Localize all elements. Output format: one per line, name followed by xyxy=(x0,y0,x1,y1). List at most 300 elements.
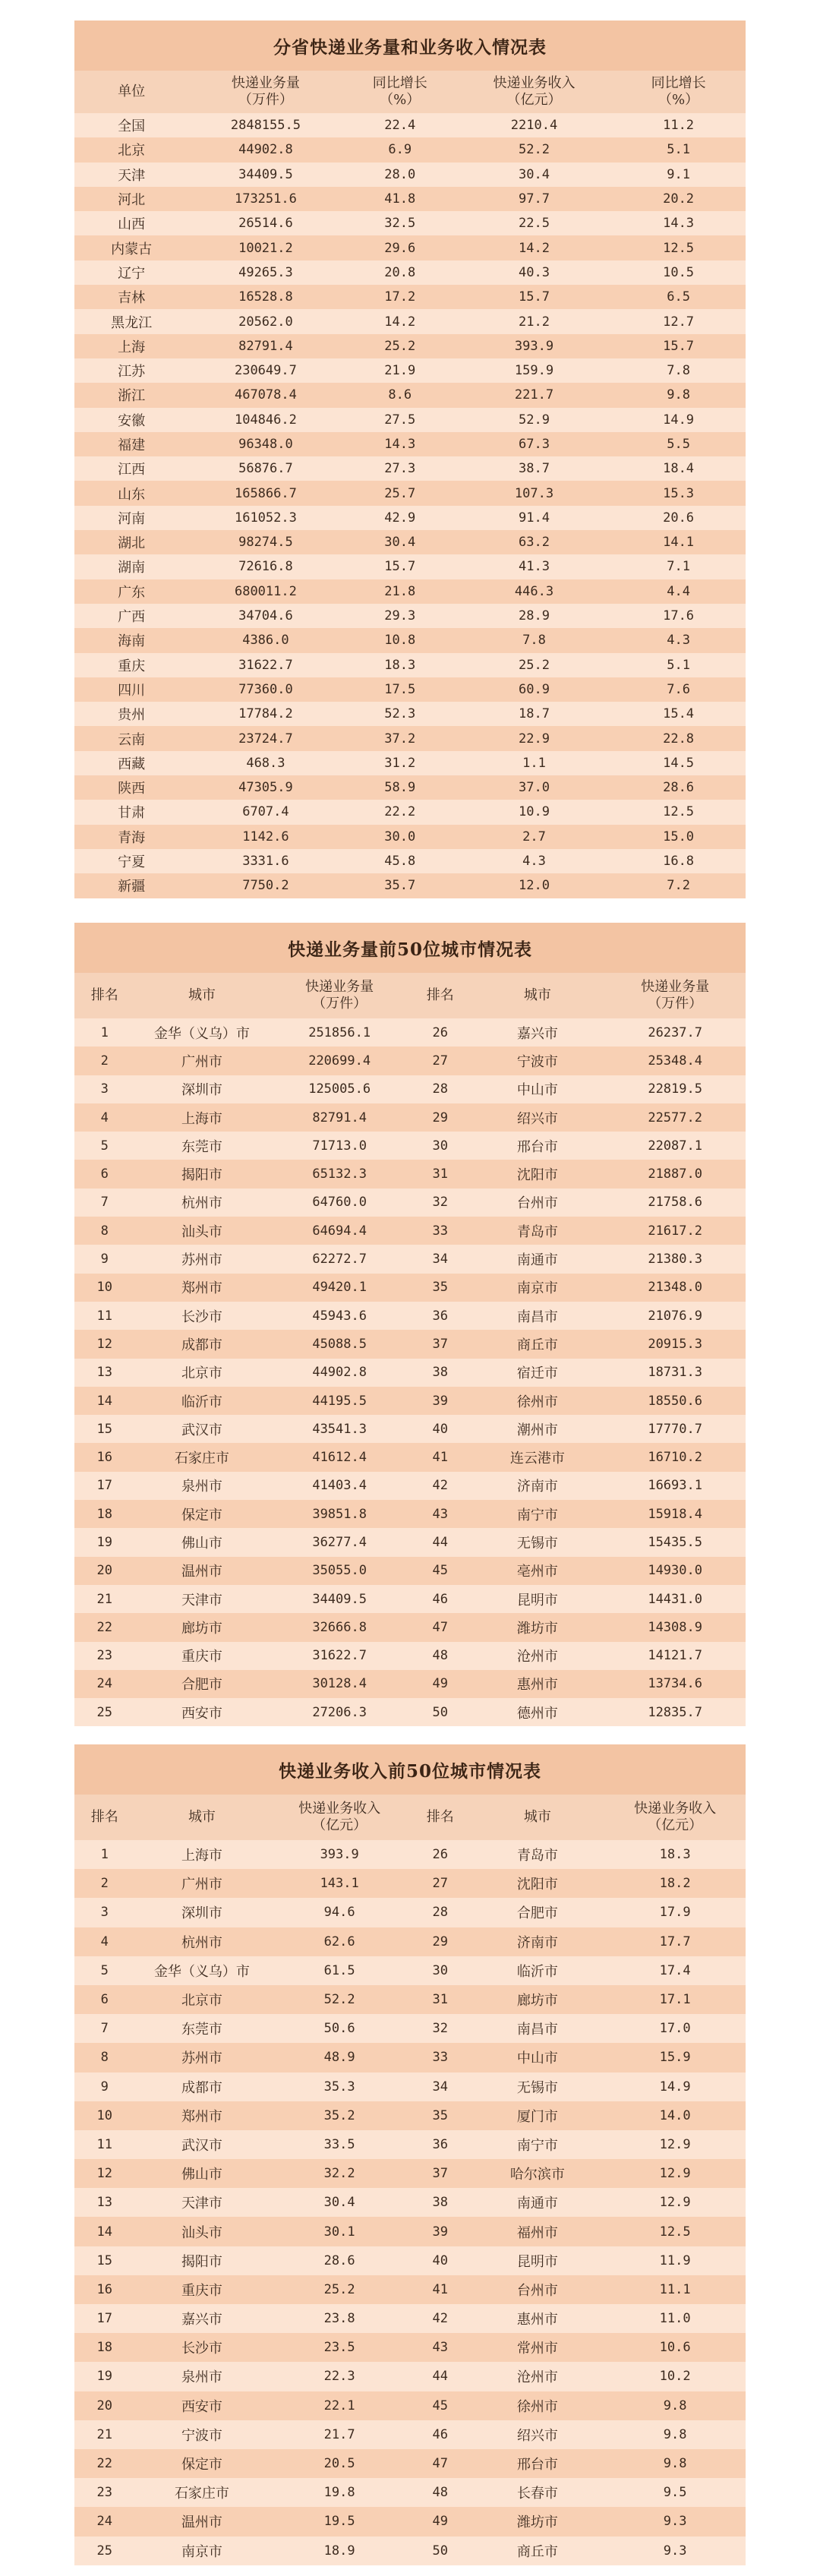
table-cell: 30128.4 xyxy=(312,1676,367,1692)
table-cell: 17.7 xyxy=(659,1934,691,1949)
table-cell: 6707.4 xyxy=(242,804,289,820)
table-cell: 30 xyxy=(432,1138,448,1154)
table-row xyxy=(74,1302,746,1330)
table-cell: 江苏 xyxy=(118,364,146,380)
table-cell: 7.8 xyxy=(667,363,690,379)
table-cell: 保定市 xyxy=(181,2457,222,2473)
table-cell: 47305.9 xyxy=(238,780,293,796)
column-header-line: 城市 xyxy=(523,987,551,1003)
table-row xyxy=(74,2246,746,2275)
table-cell: 8 xyxy=(100,2050,109,2066)
table-cell: 14930.0 xyxy=(648,1563,702,1579)
table-cell: 18.3 xyxy=(659,1847,691,1863)
table-cell: 4386.0 xyxy=(242,633,289,649)
table-cell: 15 xyxy=(96,1421,113,1437)
table-cell: 23 xyxy=(96,2485,113,2501)
table-row xyxy=(74,383,746,407)
table-cell: 2848155.5 xyxy=(230,118,301,134)
table-row xyxy=(74,1985,746,2014)
table-cell: 7.1 xyxy=(667,559,690,575)
table-cell: 惠州市 xyxy=(516,1677,558,1694)
table-cell: 杭州市 xyxy=(181,1195,222,1212)
table-row xyxy=(74,653,746,677)
table-row xyxy=(74,1443,746,1471)
table-row xyxy=(74,1359,746,1387)
table-row xyxy=(74,1585,746,1613)
column-header-line: （万件） xyxy=(238,92,293,108)
table-cell: 14.2 xyxy=(519,240,550,256)
province-table-title: 分省快递业务量和业务收入情况表 xyxy=(74,21,746,71)
table-cell: 28.9 xyxy=(519,608,550,624)
table-cell: 35.7 xyxy=(384,878,416,894)
table-cell: 31622.7 xyxy=(238,657,293,673)
column-header xyxy=(269,1795,410,1840)
table-cell: 南宁市 xyxy=(516,2137,558,2154)
table-cell: 绍兴市 xyxy=(516,2427,558,2444)
table-cell: 31.2 xyxy=(384,755,416,771)
table-cell: 新疆 xyxy=(118,879,146,895)
table-cell: 常州市 xyxy=(516,2341,558,2357)
table-cell: 50 xyxy=(432,1704,448,1720)
table-row xyxy=(74,1869,746,1898)
table-cell: 165866.7 xyxy=(234,485,297,501)
table-row xyxy=(74,506,746,530)
table-cell: 221.7 xyxy=(514,387,554,403)
table-cell: 天津 xyxy=(118,167,146,184)
table-cell: 14 xyxy=(96,1393,113,1409)
table-row xyxy=(74,432,746,456)
table-cell: 18.3 xyxy=(384,657,416,673)
table-cell: 徐州市 xyxy=(516,1394,558,1410)
table-cell: 3331.6 xyxy=(242,854,289,870)
province-table xyxy=(74,71,746,898)
table-row xyxy=(74,2420,746,2449)
table-cell: 南京市 xyxy=(181,2543,222,2560)
city-revenue-table-title: 快递业务收入前50位城市情况表 xyxy=(74,1744,746,1795)
table-cell: 35.2 xyxy=(323,2107,355,2123)
table-cell: 60.9 xyxy=(519,681,550,697)
table-cell: 9.3 xyxy=(663,2514,687,2530)
table-cell: 12 xyxy=(96,2166,113,2182)
table-cell: 28 xyxy=(432,1905,448,1921)
table-cell: 12.5 xyxy=(663,240,695,256)
table-cell: 43541.3 xyxy=(312,1421,367,1437)
table-cell: 浙江 xyxy=(118,388,146,405)
table-cell: 四川 xyxy=(118,682,146,699)
column-header-line: 排名 xyxy=(90,987,118,1003)
table-cell: 云南 xyxy=(118,731,146,748)
table-cell: 16.8 xyxy=(663,854,695,870)
table-row xyxy=(74,456,746,481)
table-cell: 青岛市 xyxy=(516,1223,558,1240)
table-cell: 36 xyxy=(432,1308,448,1324)
table-cell: 10.5 xyxy=(663,264,695,280)
table-cell: 武汉市 xyxy=(181,1422,222,1438)
table-cell: 武汉市 xyxy=(181,2137,222,2154)
table-cell: 28.6 xyxy=(663,780,695,796)
table-cell: 41612.4 xyxy=(312,1450,367,1466)
table-cell: 温州市 xyxy=(181,1564,222,1580)
table-cell: 27 xyxy=(432,1876,448,1892)
column-header-line: （%） xyxy=(380,92,421,108)
table-cell: 金华（义乌）市 xyxy=(153,1963,250,1980)
table-cell: 25.2 xyxy=(519,657,550,673)
table-cell: 22 xyxy=(96,1619,113,1635)
table-cell: 9.8 xyxy=(667,387,690,403)
table-cell: 104846.2 xyxy=(234,412,297,428)
table-cell: 5.1 xyxy=(667,142,690,158)
table-cell: 哈尔滨市 xyxy=(509,2167,565,2183)
table-row xyxy=(74,2159,746,2188)
table-cell: 468.3 xyxy=(246,755,285,771)
table-cell: 重庆市 xyxy=(181,1649,222,1665)
table-cell: 30.4 xyxy=(384,535,416,551)
table-cell: 13734.6 xyxy=(648,1676,702,1692)
table-cell: 北京 xyxy=(118,143,146,159)
table-cell: 嘉兴市 xyxy=(181,2312,222,2328)
table-row xyxy=(74,1160,746,1188)
table-cell: 22.4 xyxy=(384,118,416,134)
table-cell: 8 xyxy=(100,1223,109,1239)
table-cell: 11.1 xyxy=(659,2281,691,2297)
table-cell: 251856.1 xyxy=(308,1024,371,1040)
table-row xyxy=(74,2507,746,2536)
table-row xyxy=(74,1613,746,1641)
table-cell: 34 xyxy=(432,2079,448,2095)
table-row xyxy=(74,235,746,260)
table-row xyxy=(74,2130,746,2159)
table-cell: 58.9 xyxy=(384,780,416,796)
table-cell: 中山市 xyxy=(516,1082,558,1099)
table-cell: 45 xyxy=(432,1563,448,1579)
table-cell: 44 xyxy=(432,2369,448,2385)
table-row xyxy=(74,137,746,162)
table-cell: 44902.8 xyxy=(238,142,293,158)
column-header-line: 快递业务量 xyxy=(305,979,374,995)
table-row xyxy=(74,579,746,604)
table-cell: 143.1 xyxy=(320,1876,359,1892)
table-cell: 71713.0 xyxy=(312,1138,367,1154)
column-header-line: （%） xyxy=(658,92,699,108)
table-cell: 32.2 xyxy=(323,2166,355,2182)
table-cell: 12.5 xyxy=(659,2224,691,2240)
table-cell: 44195.5 xyxy=(312,1393,367,1409)
table-cell: 65132.3 xyxy=(312,1166,367,1182)
table-row xyxy=(74,726,746,750)
table-cell: 4.3 xyxy=(522,854,546,870)
table-cell: 29 xyxy=(432,1934,448,1949)
table-cell: 20.5 xyxy=(323,2456,355,2472)
table-cell: 18 xyxy=(96,1506,113,1522)
table-cell: 14.5 xyxy=(663,755,695,771)
table-row xyxy=(74,260,746,285)
column-header-line: 排名 xyxy=(426,987,454,1003)
table-cell: 河南 xyxy=(118,510,146,527)
table-row xyxy=(74,2101,746,2130)
table-cell: 82791.4 xyxy=(238,338,293,354)
table-cell: 河北 xyxy=(118,192,146,209)
table-cell: 吉林 xyxy=(118,290,146,307)
column-header xyxy=(410,973,471,1018)
table-row xyxy=(74,187,746,211)
table-cell: 连云港市 xyxy=(509,1451,565,1467)
table-cell: 50 xyxy=(432,2543,448,2559)
table-cell: 37 xyxy=(432,2166,448,2182)
table-cell: 南通市 xyxy=(516,2196,558,2212)
table-cell: 17.6 xyxy=(663,608,695,624)
table-cell: 安徽 xyxy=(118,412,146,429)
table-cell: 南京市 xyxy=(516,1280,558,1297)
table-cell: 1142.6 xyxy=(242,829,289,844)
table-cell: 33 xyxy=(432,2050,448,2066)
table-cell: 40 xyxy=(432,1421,448,1437)
table-cell: 14.3 xyxy=(384,437,416,452)
table-cell: 15 xyxy=(96,2252,113,2268)
table-cell: 36277.4 xyxy=(312,1534,367,1550)
table-cell: 2 xyxy=(100,1876,109,1892)
table-cell: 甘肃 xyxy=(118,805,146,822)
table-cell: 29.6 xyxy=(384,240,416,256)
column-header xyxy=(604,1795,746,1840)
table-cell: 14.0 xyxy=(659,2107,691,2123)
table-cell: 厦门市 xyxy=(516,2108,558,2125)
table-row xyxy=(74,2333,746,2362)
table-row xyxy=(74,1956,746,1985)
table-cell: 14.3 xyxy=(663,216,695,232)
table-cell: 26 xyxy=(432,1847,448,1863)
table-cell: 5 xyxy=(100,1962,109,1978)
table-cell: 25.7 xyxy=(384,485,416,501)
column-header-line: 城市 xyxy=(188,987,216,1003)
table-cell: 嘉兴市 xyxy=(516,1025,558,1042)
table-cell: 2.7 xyxy=(522,829,546,844)
table-cell: 30.4 xyxy=(323,2195,355,2211)
table-cell: 28.0 xyxy=(384,166,416,182)
table-cell: 18.4 xyxy=(663,461,695,477)
table-cell: 16 xyxy=(96,2281,113,2297)
table-cell: 沈阳市 xyxy=(516,1167,558,1184)
table-cell: 30.0 xyxy=(384,829,416,844)
column-header xyxy=(611,71,746,113)
table-cell: 45943.6 xyxy=(312,1308,367,1324)
table-cell: 25.2 xyxy=(384,338,416,354)
table-cell: 40 xyxy=(432,2252,448,2268)
table-cell: 福建 xyxy=(118,437,146,453)
table-cell: 15.7 xyxy=(384,559,416,575)
table-cell: 石家庄市 xyxy=(174,1451,229,1467)
column-header-line: 快递业务量 xyxy=(641,979,710,995)
table-cell: 12 xyxy=(96,1336,113,1352)
table-cell: 72616.8 xyxy=(238,559,293,575)
table-row xyxy=(74,1103,746,1132)
table-cell: 29.3 xyxy=(384,608,416,624)
table-row xyxy=(74,1245,746,1273)
table-cell: 沈阳市 xyxy=(516,1877,558,1893)
table-cell: 东莞市 xyxy=(181,2022,222,2038)
table-cell: 34704.6 xyxy=(238,608,293,624)
table-cell: 邢台市 xyxy=(516,2457,558,2473)
table-cell: 18.7 xyxy=(519,706,550,722)
table-cell: 7750.2 xyxy=(242,878,289,894)
table-cell: 22.8 xyxy=(663,731,695,747)
table-cell: 15.0 xyxy=(663,829,695,844)
table-row xyxy=(74,2217,746,2246)
table-cell: 64760.0 xyxy=(312,1195,367,1211)
table-row xyxy=(74,530,746,554)
table-cell: 无锡市 xyxy=(516,1535,558,1552)
table-cell: 23724.7 xyxy=(238,731,293,747)
table-cell: 11.9 xyxy=(659,2252,691,2268)
table-row xyxy=(74,1898,746,1927)
table-cell: 9.8 xyxy=(663,2426,687,2442)
column-header-line: 单位 xyxy=(118,84,146,99)
table-cell: 5.1 xyxy=(667,657,690,673)
table-row xyxy=(74,825,746,849)
table-cell: 西安市 xyxy=(181,2398,222,2415)
table-cell: 18550.6 xyxy=(648,1393,702,1409)
table-cell: 沧州市 xyxy=(516,2369,558,2386)
table-cell: 广东 xyxy=(118,584,146,601)
table-cell: 22.3 xyxy=(323,2369,355,2385)
table-cell: 15.4 xyxy=(663,706,695,722)
table-cell: 北京市 xyxy=(181,1993,222,2009)
table-cell: 41.8 xyxy=(384,191,416,207)
column-header xyxy=(471,973,605,1018)
table-cell: 青岛市 xyxy=(516,1848,558,1864)
table-cell: 21 xyxy=(96,2426,113,2442)
table-cell: 台州市 xyxy=(516,1195,558,1212)
column-header xyxy=(74,71,188,113)
table-cell: 22577.2 xyxy=(648,1110,702,1125)
table-cell: 36 xyxy=(432,2136,448,2152)
table-cell: 47 xyxy=(432,2456,448,2472)
table-cell: 21 xyxy=(96,1591,113,1607)
table-cell: 62.6 xyxy=(323,1934,355,1949)
table-row xyxy=(74,677,746,702)
column-header xyxy=(135,973,270,1018)
table-cell: 9.8 xyxy=(663,2398,687,2413)
table-cell: 9 xyxy=(100,1252,109,1267)
table-cell: 16528.8 xyxy=(238,289,293,305)
table-cell: 江西 xyxy=(118,462,146,478)
table-cell: 10 xyxy=(96,1280,113,1296)
table-cell: 12.0 xyxy=(519,878,550,894)
table-cell: 12.7 xyxy=(663,314,695,330)
table-cell: 159.9 xyxy=(514,363,554,379)
table-cell: 20 xyxy=(96,1563,113,1579)
table-cell: 台州市 xyxy=(516,2282,558,2299)
table-cell: 18.9 xyxy=(323,2543,355,2559)
table-cell: 济南市 xyxy=(516,1934,558,1951)
table-cell: 保定市 xyxy=(181,1507,222,1523)
table-cell: 48 xyxy=(432,2485,448,2501)
table-cell: 绍兴市 xyxy=(516,1110,558,1127)
table-cell: 4 xyxy=(100,1110,109,1125)
city-revenue-table-card xyxy=(74,1744,746,2566)
table-cell: 商丘市 xyxy=(516,1337,558,1353)
column-header-line: 城市 xyxy=(188,1809,216,1825)
table-cell: 成都市 xyxy=(181,1337,222,1353)
table-cell: 22 xyxy=(96,2456,113,2472)
table-cell: 湖北 xyxy=(118,535,146,552)
table-row xyxy=(74,1046,746,1075)
column-header-line: 快递业务量 xyxy=(231,75,300,91)
table-cell: 西安市 xyxy=(181,1705,222,1722)
table-cell: 揭阳市 xyxy=(181,1167,222,1184)
table-cell: 潮州市 xyxy=(516,1422,558,1438)
table-cell: 125005.6 xyxy=(308,1081,371,1097)
table-cell: 宁夏 xyxy=(118,854,146,871)
table-cell: 21348.0 xyxy=(648,1280,702,1296)
table-row xyxy=(74,1132,746,1160)
table-cell: 上海市 xyxy=(181,1848,222,1864)
table-cell: 13 xyxy=(96,2195,113,2211)
column-header-line: 同比增长 xyxy=(651,75,706,91)
column-header xyxy=(135,1795,270,1840)
table-cell: 临沂市 xyxy=(181,1394,222,1410)
table-cell: 12.5 xyxy=(663,804,695,820)
table-cell: 10.6 xyxy=(659,2340,691,2356)
table-cell: 62272.7 xyxy=(312,1252,367,1267)
table-row xyxy=(74,2449,746,2478)
table-cell: 38.7 xyxy=(519,461,550,477)
table-cell: 中山市 xyxy=(516,2050,558,2067)
column-header xyxy=(269,973,410,1018)
table-cell: 30.1 xyxy=(323,2224,355,2240)
table-cell: 52.2 xyxy=(323,1992,355,2008)
table-cell: 34409.5 xyxy=(312,1591,367,1607)
table-cell: 青海 xyxy=(118,829,146,846)
table-cell: 东莞市 xyxy=(181,1138,222,1155)
table-row xyxy=(74,163,746,187)
table-cell: 33 xyxy=(432,1223,448,1239)
table-cell: 30.4 xyxy=(519,166,550,182)
table-cell: 40.3 xyxy=(519,264,550,280)
table-cell: 杭州市 xyxy=(181,1934,222,1951)
table-cell: 邢台市 xyxy=(516,1138,558,1155)
table-cell: 14.9 xyxy=(659,2079,691,2095)
table-cell: 50.6 xyxy=(323,2021,355,2037)
table-cell: 39 xyxy=(432,1393,448,1409)
table-row xyxy=(74,1528,746,1556)
table-row xyxy=(74,2188,746,2217)
table-cell: 21.9 xyxy=(384,363,416,379)
table-cell: 长春市 xyxy=(516,2486,558,2502)
table-cell: 17 xyxy=(96,1478,113,1494)
table-cell: 393.9 xyxy=(320,1847,359,1863)
column-header-line: （亿元） xyxy=(506,92,562,108)
table-cell: 37.2 xyxy=(384,731,416,747)
table-cell: 17.9 xyxy=(659,1905,691,1921)
city-revenue-table-header-row xyxy=(74,1795,746,1840)
table-cell: 临沂市 xyxy=(516,1963,558,1980)
table-cell: 47 xyxy=(432,1619,448,1635)
table-row xyxy=(74,873,746,898)
table-cell: 7.6 xyxy=(667,681,690,697)
table-cell: 42 xyxy=(432,1478,448,1494)
table-cell: 22819.5 xyxy=(648,1081,702,1097)
table-cell: 32666.8 xyxy=(312,1619,367,1635)
table-cell: 34 xyxy=(432,1252,448,1267)
table-cell: 97.7 xyxy=(519,191,550,207)
table-cell: 14121.7 xyxy=(648,1648,702,1664)
table-cell: 48.9 xyxy=(323,2050,355,2066)
table-cell: 41 xyxy=(432,1450,448,1466)
table-cell: 173251.6 xyxy=(234,191,297,207)
table-cell: 23 xyxy=(96,1648,113,1664)
table-row xyxy=(74,358,746,383)
table-cell: 10.2 xyxy=(659,2369,691,2385)
